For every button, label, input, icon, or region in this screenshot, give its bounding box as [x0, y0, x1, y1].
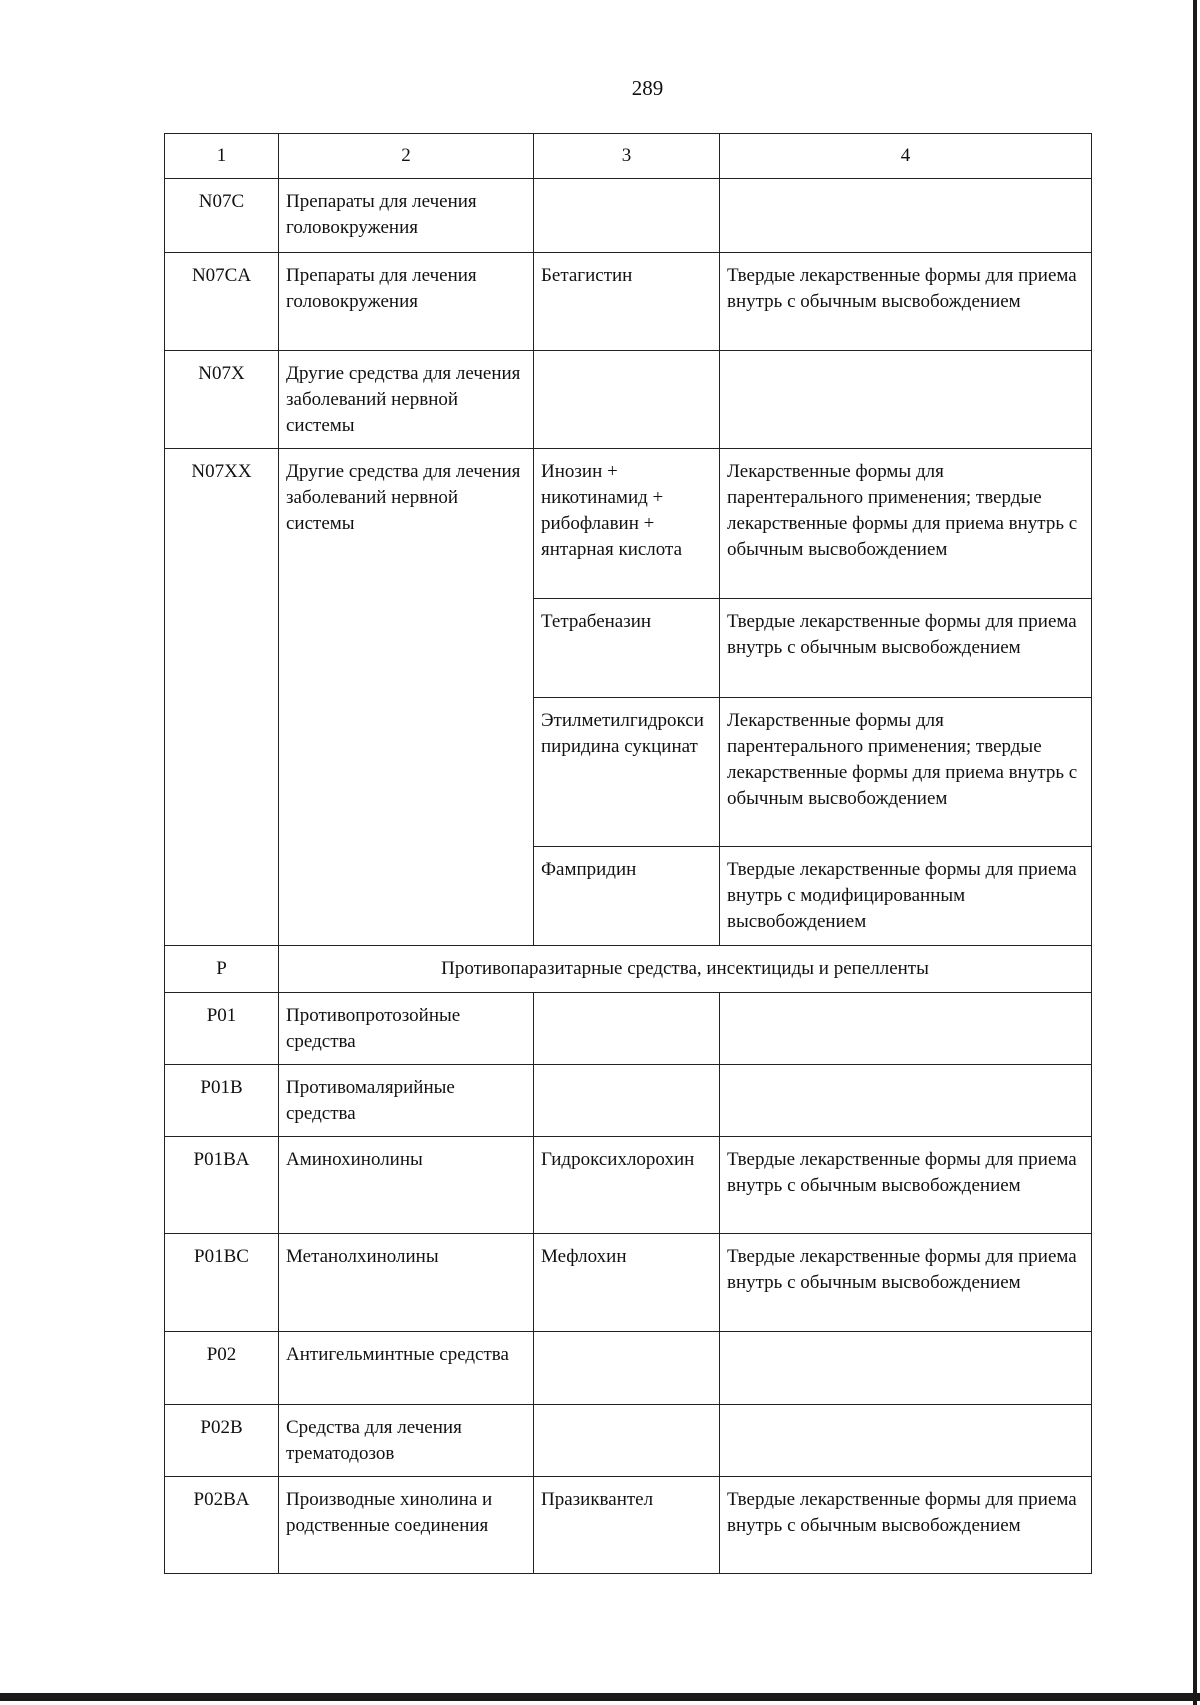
drug-name: Фампридин: [534, 847, 720, 946]
header-col-1: 1: [165, 134, 279, 179]
atc-code: N07C: [165, 179, 279, 253]
page-number: 289: [631, 76, 664, 100]
table-row: [165, 1234, 1092, 1332]
table-row: [165, 1332, 1092, 1405]
drug-name: Бетагистин: [534, 253, 720, 351]
drug-name: [534, 993, 720, 1065]
atc-group-name: Другие средства для лечения заболеваний нервной системы: [279, 449, 534, 946]
header-col-2: 2: [279, 134, 534, 179]
dosage-form: Твердые лекарственные формы для приема внутрь с обычным высвобождением: [720, 1234, 1092, 1332]
table-row: [165, 993, 1092, 1065]
atc-code: N07XX: [165, 449, 279, 946]
atc-group-name: Аминохинолины: [279, 1137, 534, 1234]
atc-group-name: Средства для лечения трематодозов: [279, 1405, 534, 1477]
drug-name: Тетрабеназин: [534, 599, 720, 698]
drug-name: [534, 179, 720, 253]
atc-code: P02B: [165, 1405, 279, 1477]
atc-code: N07CA: [165, 253, 279, 351]
header-col-4: 4: [720, 134, 1092, 179]
drug-name: [534, 1065, 720, 1137]
dosage-form: Твердые лекарственные формы для приема внутрь с модифицированным высвобождением: [720, 847, 1092, 946]
table-row: [165, 351, 1092, 449]
drug-name: [534, 1332, 720, 1405]
dosage-form: Твердые лекарственные формы для приема внутрь с обычным высвобождением: [720, 1137, 1092, 1234]
atc-group-name: Производные хинолина и родственные соединения: [279, 1477, 534, 1574]
dosage-form: [720, 993, 1092, 1065]
drug-name: Этилметилгидроксипиридина сукцинат: [534, 698, 720, 847]
medication-table: [164, 133, 1092, 1574]
atc-code: P01BA: [165, 1137, 279, 1234]
table-row: [165, 1137, 1092, 1234]
atc-code: N07X: [165, 351, 279, 449]
table-row: [165, 253, 1092, 351]
dosage-form: Лекарственные формы для парентерального применения; твердые лекарственные формы для приема внутрь с обычным высвобождением: [720, 698, 1092, 847]
drug-name: Гидроксихлорохин: [534, 1137, 720, 1234]
atc-group-name: Метанолхинолины: [279, 1234, 534, 1332]
atc-code: P: [165, 946, 279, 993]
table-row: [165, 1405, 1092, 1477]
dosage-form: Твердые лекарственные формы для приема внутрь с обычным высвобождением: [720, 599, 1092, 698]
atc-group-name: Другие средства для лечения заболеваний нервной системы: [279, 351, 534, 449]
atc-group-name: Препараты для лечения головокружения: [279, 253, 534, 351]
drug-name: [534, 351, 720, 449]
dosage-form: Твердые лекарственные формы для приема внутрь с обычным высвобождением: [720, 1477, 1092, 1574]
dosage-form: Твердые лекарственные формы для приема внутрь с обычным высвобождением: [720, 253, 1092, 351]
dosage-form: [720, 1405, 1092, 1477]
table-section-row: [165, 946, 1092, 993]
table-header-row: [165, 134, 1092, 179]
header-col-3: 3: [534, 134, 720, 179]
atc-code: P01BC: [165, 1234, 279, 1332]
drug-name: [534, 1405, 720, 1477]
atc-group-name: Противопротозойные средства: [279, 993, 534, 1065]
table-row: [165, 179, 1092, 253]
atc-group-name: Препараты для лечения головокружения: [279, 179, 534, 253]
dosage-form: [720, 1332, 1092, 1405]
atc-code: P02BA: [165, 1477, 279, 1574]
page-right-edge: [1193, 0, 1197, 1705]
atc-code: P02: [165, 1332, 279, 1405]
table-row: [165, 1477, 1092, 1574]
dosage-form: Лекарственные формы для парентерального применения; твердые лекарственные формы для приема внутрь с обычным высвобождением: [720, 449, 1092, 599]
drug-name: Инозин + никотинамид + рибофлавин + янтарная кислота: [534, 449, 720, 599]
table-row: [165, 1065, 1092, 1137]
drug-name: Празиквантел: [534, 1477, 720, 1574]
table-row: [165, 449, 1092, 599]
atc-code: P01: [165, 993, 279, 1065]
section-title: Противопаразитарные средства, инсектициды и репелленты: [279, 946, 1092, 993]
drug-name: Мефлохин: [534, 1234, 720, 1332]
atc-group-name: Антигельминтные средства: [279, 1332, 534, 1405]
atc-code: P01B: [165, 1065, 279, 1137]
dosage-form: [720, 179, 1092, 253]
atc-group-name: Противомалярийные средства: [279, 1065, 534, 1137]
page-bottom-edge: [0, 1693, 1200, 1701]
dosage-form: [720, 351, 1092, 449]
dosage-form: [720, 1065, 1092, 1137]
